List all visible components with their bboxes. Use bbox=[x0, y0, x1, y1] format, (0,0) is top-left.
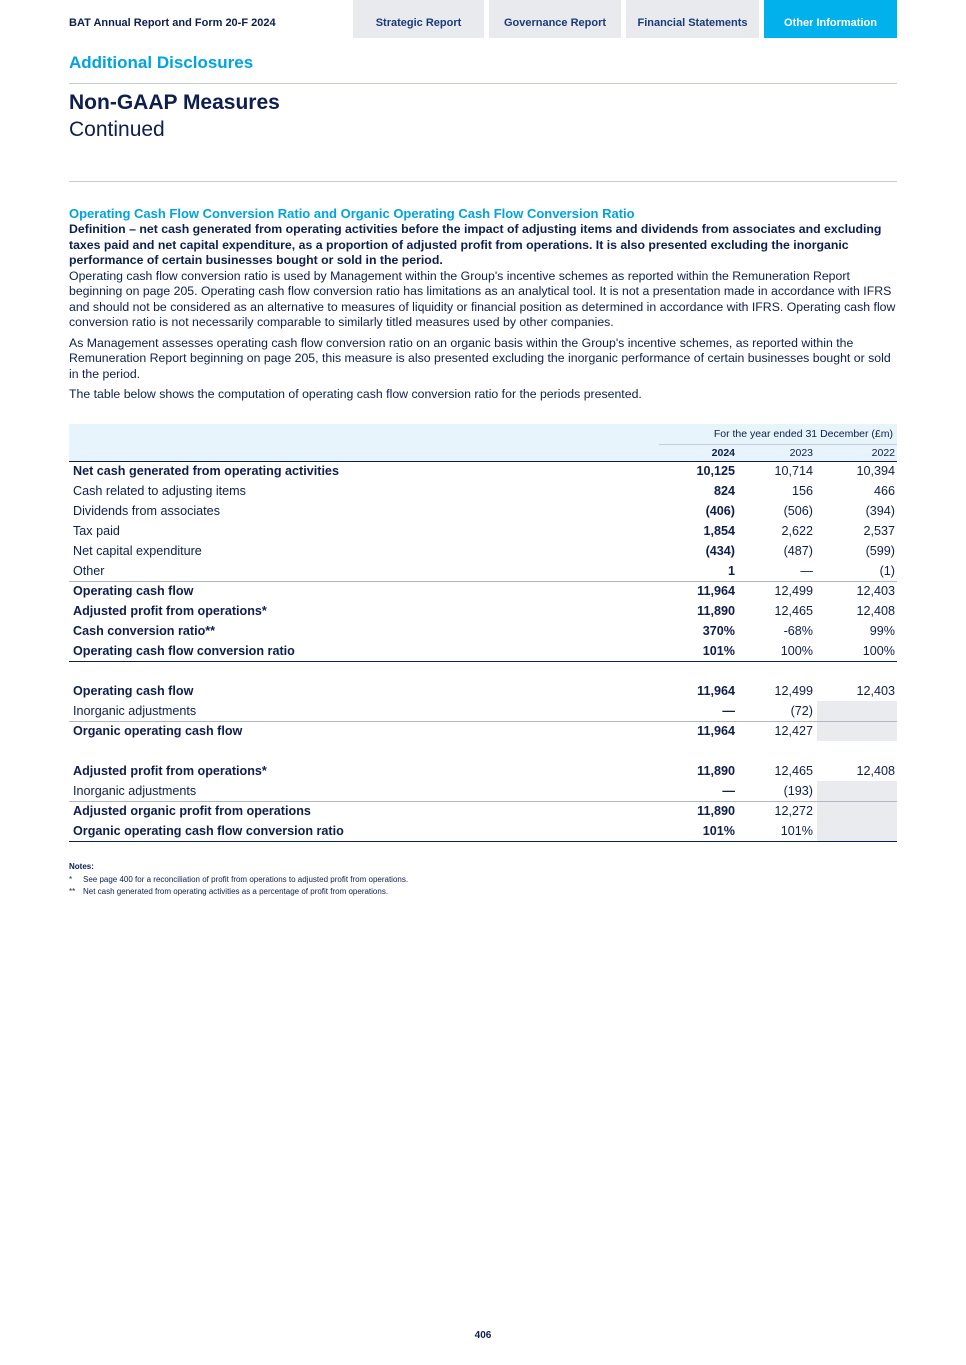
period-header: For the year ended 31 December (£m) bbox=[659, 424, 897, 444]
value-2023: (506) bbox=[783, 504, 813, 518]
row-label: Operating cash flow bbox=[73, 684, 194, 698]
table-row bbox=[69, 781, 897, 801]
row-label: Net cash generated from operating activities bbox=[73, 464, 339, 479]
value-2023: 10,714 bbox=[774, 464, 813, 479]
page-title: Non-GAAP Measures bbox=[69, 91, 280, 114]
value-2024: 11,890 bbox=[697, 764, 735, 778]
value-2024: 11,890 bbox=[697, 604, 735, 618]
empty-cell bbox=[817, 821, 897, 841]
value-2023: 12,465 bbox=[774, 604, 813, 618]
value-2024: — bbox=[722, 703, 735, 718]
table-row bbox=[69, 461, 897, 481]
section-heading: Operating Cash Flow Conversion Ratio and Organic Operating Cash Flow Conversion Ratio bbox=[69, 206, 635, 221]
table-row bbox=[69, 561, 897, 581]
paragraph: As Management assesses operating cash flow conversion ratio on an organic basis within the Group's incentive schemes, as reported within the Remuneration Report beginning on page 205, this measure is also presented excluding the inorganic performance of certain businesses bought or sold in the period. bbox=[69, 335, 891, 381]
value-2024: 1 bbox=[727, 563, 735, 578]
paragraph: Operating cash flow conversion ratio is used by Management within the Group's incentive schemes as reported within the Remuneration Report beginning on page 205. Operating cash flow conversion ratio has limitations as an analytical tool. It is not a presentation made in accordance with IFRS and should not be considered as an alternative to measures of liquidity or financial position as determined in accordance with IFRS. Operating cash flow conversion ratio is not necessarily comparable to similarly titled measures used by other companies. bbox=[69, 268, 896, 329]
page-subtitle: Continued bbox=[69, 118, 165, 141]
cash-conversion-table bbox=[69, 424, 897, 842]
row-label: Net capital expenditure bbox=[73, 544, 202, 558]
value-2023: 100% bbox=[739, 641, 817, 661]
row-label: Operating cash flow bbox=[69, 581, 659, 601]
row-label: Adjusted organic profit from operations bbox=[69, 801, 659, 821]
tab-governance-report[interactable]: Governance Report bbox=[489, 0, 621, 38]
row-label: Cash related to adjusting items bbox=[73, 484, 246, 498]
footnote-text: Net cash generated from operating activities as a percentage of profit from operations. bbox=[83, 887, 389, 896]
value-2023: (487) bbox=[783, 544, 813, 558]
value-2022: (394) bbox=[865, 504, 895, 518]
table-row bbox=[69, 681, 897, 701]
value-2024: — bbox=[722, 783, 735, 798]
empty-cell bbox=[817, 801, 897, 821]
divider bbox=[69, 83, 897, 84]
value-2023: (193) bbox=[783, 783, 813, 798]
footnote bbox=[69, 886, 408, 899]
value-2024: 10,125 bbox=[696, 464, 735, 479]
table-row bbox=[69, 721, 897, 741]
spacer-row bbox=[69, 661, 897, 681]
value-2022: 12,408 bbox=[856, 604, 895, 618]
value-2024: (406) bbox=[705, 504, 735, 518]
definition-text: Definition – net cash generated from operating activities before the impact of adjusting items and dividends from associates and excluding taxes paid and net capital expenditure, as a proportion of adjusted profit from operations. It is also presented excluding the inorganic performance of certain businesses bought or sold in the period. bbox=[69, 222, 882, 267]
tab-strategic-report[interactable]: Strategic Report bbox=[353, 0, 484, 38]
value-2023: 12,427 bbox=[739, 721, 817, 741]
empty-cell bbox=[817, 701, 897, 721]
value-2022: 99% bbox=[869, 624, 895, 638]
tab-financial-statements[interactable]: Financial Statements bbox=[626, 0, 759, 38]
row-label: Cash conversion ratio** bbox=[73, 624, 216, 638]
value-2024: (434) bbox=[705, 544, 735, 558]
divider bbox=[69, 181, 897, 182]
paragraph: The table below shows the computation of operating cash flow conversion ratio for the periods presented. bbox=[69, 387, 642, 401]
table-row bbox=[69, 601, 897, 621]
value-2024: 370% bbox=[702, 624, 735, 638]
table-row bbox=[69, 701, 897, 721]
table-row bbox=[69, 761, 897, 781]
value-2023: 12,499 bbox=[774, 684, 813, 698]
table-header-row bbox=[69, 444, 897, 461]
value-2024: 824 bbox=[713, 484, 735, 498]
table-row bbox=[69, 501, 897, 521]
value-2022: (599) bbox=[865, 544, 895, 558]
row-label: Adjusted profit from operations* bbox=[73, 764, 267, 778]
footnote bbox=[69, 874, 408, 887]
table-row bbox=[69, 481, 897, 501]
row-label: Organic operating cash flow conversion ratio bbox=[69, 821, 659, 841]
footnote-marker: * bbox=[69, 874, 73, 884]
value-2023: 12,272 bbox=[739, 801, 817, 821]
value-2023: 156 bbox=[791, 484, 813, 498]
year-header-2024: 2024 bbox=[659, 444, 739, 461]
value-2024: 11,964 bbox=[697, 684, 735, 698]
report-title: BAT Annual Report and Form 20-F 2024 bbox=[69, 17, 276, 29]
tab-other-information[interactable]: Other Information bbox=[764, 0, 897, 38]
year-header-2023: 2023 bbox=[739, 444, 817, 461]
spacer-row bbox=[69, 741, 897, 761]
table-row bbox=[69, 581, 897, 601]
table-row bbox=[69, 821, 897, 841]
value-2022: (1) bbox=[879, 563, 895, 578]
value-2024: 101% bbox=[659, 821, 739, 841]
row-label: Inorganic adjustments bbox=[73, 783, 197, 798]
section-label: Additional Disclosures bbox=[69, 53, 254, 72]
value-2023: 12,499 bbox=[739, 581, 817, 601]
value-2023: 101% bbox=[739, 821, 817, 841]
year-header-2022: 2022 bbox=[817, 444, 897, 461]
value-2022: 12,403 bbox=[856, 684, 895, 698]
table-header-row bbox=[69, 424, 897, 444]
table-row bbox=[69, 521, 897, 541]
value-2022: 2,537 bbox=[863, 524, 895, 538]
value-2024: 11,964 bbox=[659, 721, 739, 741]
value-2022: 100% bbox=[817, 641, 897, 661]
value-2022: 12,403 bbox=[817, 581, 897, 601]
table-row bbox=[69, 541, 897, 561]
table-row bbox=[69, 801, 897, 821]
table-row bbox=[69, 641, 897, 661]
row-label: Dividends from associates bbox=[73, 504, 220, 518]
table-row bbox=[69, 621, 897, 641]
value-2024: 101% bbox=[659, 641, 739, 661]
value-2023: -68% bbox=[783, 624, 813, 638]
page-number: 406 bbox=[474, 1330, 492, 1341]
empty-cell bbox=[817, 781, 897, 801]
value-2022: 12,408 bbox=[856, 764, 895, 778]
value-2022: 466 bbox=[873, 484, 895, 498]
value-2023: (72) bbox=[790, 703, 813, 718]
value-2023: — bbox=[800, 563, 813, 578]
row-label: Adjusted profit from operations* bbox=[73, 604, 267, 618]
empty-cell bbox=[817, 721, 897, 741]
row-label: Tax paid bbox=[73, 524, 120, 538]
value-2022: 10,394 bbox=[856, 464, 895, 479]
row-label: Organic operating cash flow bbox=[69, 721, 659, 741]
row-label: Inorganic adjustments bbox=[73, 703, 197, 718]
notes-title: Notes: bbox=[69, 862, 94, 871]
row-label: Operating cash flow conversion ratio bbox=[69, 641, 659, 661]
footnote-text: See page 400 for a reconciliation of profit from operations to adjusted profit from operations. bbox=[83, 874, 409, 884]
row-label: Other bbox=[73, 563, 105, 578]
footnotes bbox=[69, 861, 408, 899]
value-2023: 2,622 bbox=[781, 524, 813, 538]
top-navigation bbox=[0, 0, 966, 38]
value-2024: 11,890 bbox=[659, 801, 739, 821]
footnote-marker: ** bbox=[69, 887, 76, 896]
value-2023: 12,465 bbox=[774, 764, 813, 778]
value-2024: 1,854 bbox=[703, 524, 735, 538]
value-2024: 11,964 bbox=[659, 581, 739, 601]
body-text bbox=[69, 206, 897, 408]
